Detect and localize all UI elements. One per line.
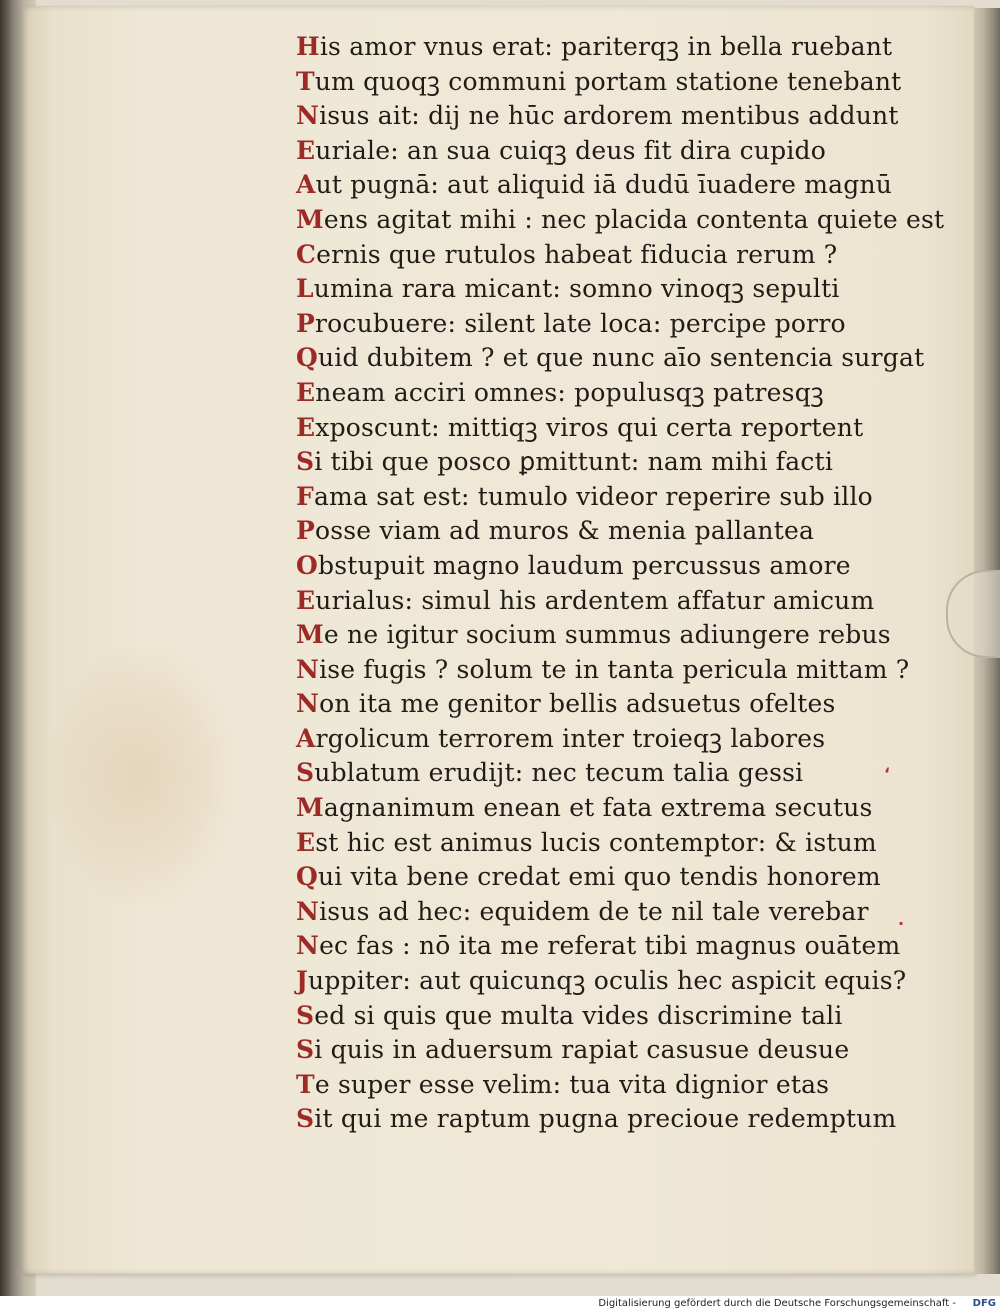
- rubricated-initial: E: [296, 135, 316, 165]
- verse-line: [296, 722, 976, 757]
- rubricated-initial: T: [296, 66, 315, 96]
- rubricated-initial: S: [296, 758, 315, 788]
- verse-text: ise fugis ? solum te in tanta pericula mittam ?: [319, 654, 910, 684]
- verse-text: neam acciri omnes: populusqꝫ patresqꝫ: [315, 377, 824, 407]
- rubricated-initial: M: [296, 204, 324, 234]
- verse-text: agnanimum enean et fata extrema secutus: [323, 793, 873, 823]
- rubricated-initial: E: [296, 412, 316, 442]
- verse-line: [296, 999, 976, 1034]
- verse-text-block: [296, 30, 976, 1137]
- verse-line: [296, 791, 976, 826]
- rubricated-initial: S: [296, 1000, 315, 1030]
- rubricated-initial: M: [296, 793, 324, 823]
- verse-line: [296, 30, 976, 65]
- verse-text: is amor vnus erat: pariterqꝫ in bella ruebant: [319, 32, 893, 61]
- verse-line: [296, 756, 976, 791]
- rubricated-initial: E: [296, 377, 316, 407]
- rubricated-initial: S: [296, 1104, 315, 1134]
- verse-text: rocubuere: silent late loca: percipe porro: [315, 308, 846, 338]
- verse-line: [296, 895, 976, 930]
- verse-text: rgolicum terrorem inter troieqꝫ labores: [315, 723, 826, 753]
- verse-text: st hic est animus lucis contemptor: & istum: [315, 827, 877, 857]
- rubric-mark: ʻ: [884, 764, 891, 783]
- verse-text: e super esse velim: tua vita dignior etas: [314, 1069, 830, 1099]
- verse-text: it qui me raptum pugna precioue redemptum: [314, 1104, 897, 1134]
- verse-line: [296, 99, 976, 134]
- verse-line: [296, 929, 976, 964]
- rubricated-initial: E: [296, 585, 316, 615]
- verse-line: [296, 514, 976, 549]
- verse-text: ama sat est: tumulo videor reperire sub illo: [313, 481, 873, 511]
- verse-line: [296, 1033, 976, 1068]
- rubricated-initial: S: [296, 447, 315, 477]
- verse-text: urialus: simul his ardentem affatur amicum: [315, 585, 875, 615]
- verse-text: ed si quis que multa vides discrimine tali: [314, 1000, 843, 1030]
- verse-line: [296, 653, 976, 688]
- rubricated-initial: C: [296, 239, 317, 269]
- verse-line: [296, 964, 976, 999]
- verse-text: e ne igitur socium summus adiungere rebus: [323, 620, 891, 650]
- verse-text: umina rara micant: somno vinoqꝫ sepulti: [313, 274, 840, 304]
- verse-text: uid dubitem ? et que nunc aīo sentencia surgat: [317, 343, 925, 373]
- verse-line: [296, 549, 976, 584]
- rubricated-initial: M: [296, 620, 324, 650]
- verse-text: bstupuit magno laudum percussus amore: [317, 550, 851, 580]
- verse-line: [296, 1102, 976, 1137]
- verse-text: ec fas : nō ita me referat tibi magnus ouātem: [319, 931, 901, 961]
- verse-text: isus ait: dij ne hūc ardorem mentibus addunt: [319, 101, 899, 131]
- rubricated-initial: S: [296, 1035, 315, 1065]
- rubricated-initial: Q: [296, 343, 318, 373]
- verse-text: i quis in aduersum rapiat casusue deusue: [314, 1035, 850, 1065]
- verse-line: [296, 272, 976, 307]
- verse-text: osse viam ad muros & menia pallantea: [315, 516, 815, 546]
- dfg-logo: DFG: [972, 1298, 996, 1309]
- rubricated-initial: N: [296, 931, 320, 961]
- rubricated-initial: L: [296, 274, 314, 304]
- rubric-mark: ·: [898, 914, 905, 933]
- verse-line: [296, 411, 976, 446]
- rubricated-initial: J: [296, 966, 309, 996]
- verse-line: [296, 134, 976, 169]
- paper-stain: [52, 646, 232, 906]
- verse-text: uriale: an sua cuiqꝫ deus fit dira cupido: [315, 135, 827, 165]
- rubricated-initial: H: [296, 32, 320, 61]
- verse-line: [296, 480, 976, 515]
- rubricated-initial: T: [296, 1069, 315, 1099]
- verse-line: [296, 445, 976, 480]
- rubricated-initial: N: [296, 689, 320, 719]
- rubricated-initial: N: [296, 896, 320, 926]
- verse-line: [296, 341, 976, 376]
- verse-line: [296, 168, 976, 203]
- funding-credit: Digitalisierung gefördert durch die Deutsche Forschungsgemeinschaft -: [598, 1298, 956, 1309]
- verse-line: [296, 238, 976, 273]
- rubricated-initial: F: [296, 481, 314, 511]
- verse-text: uppiter: aut quicunqꝫ oculis hec aspicit equis?: [308, 966, 907, 996]
- rubricated-initial: N: [296, 101, 320, 131]
- rubricated-initial: A: [296, 723, 316, 753]
- verse-line: [296, 203, 976, 238]
- rubricated-initial: O: [296, 550, 318, 580]
- rubricated-initial: E: [296, 827, 316, 857]
- verse-line: [296, 687, 976, 722]
- rubricated-initial: N: [296, 654, 320, 684]
- verse-text: on ita me genitor bellis adsuetus ofeltes: [319, 689, 836, 719]
- verse-line: [296, 584, 976, 619]
- verse-line: [296, 65, 976, 100]
- verse-text: ut pugnā: aut aliquid iā dudū īuadere magnū: [315, 170, 893, 200]
- verse-line: [296, 618, 976, 653]
- verse-text: um quoqꝫ communi portam statione tenebant: [314, 66, 902, 96]
- verse-text: xposcunt: mittiqꝫ viros qui certa reportent: [315, 412, 864, 442]
- rubricated-initial: P: [296, 516, 315, 546]
- verse-text: i tibi que posco ꝑmittunt: nam mihi facti: [314, 447, 834, 477]
- verse-text: ernis que rutulos habeat fiducia rerum ?: [316, 239, 838, 269]
- rubricated-initial: Q: [296, 862, 318, 892]
- verse-line: [296, 376, 976, 411]
- verse-line: [296, 860, 976, 895]
- verse-text: ublatum erudijt: nec tecum talia gessi: [314, 758, 804, 788]
- rubricated-initial: A: [296, 170, 316, 200]
- verse-text: ens agitat mihi : nec placida contenta quiete est: [323, 204, 945, 234]
- rubricated-initial: P: [296, 308, 315, 338]
- verse-line: [296, 826, 976, 861]
- verse-text: ui vita bene credat emi quo tendis honorem: [317, 862, 881, 892]
- verse-text: isus ad hec: equidem de te nil tale verebar: [319, 896, 869, 926]
- verse-line: [296, 307, 976, 342]
- verse-line: [296, 1068, 976, 1103]
